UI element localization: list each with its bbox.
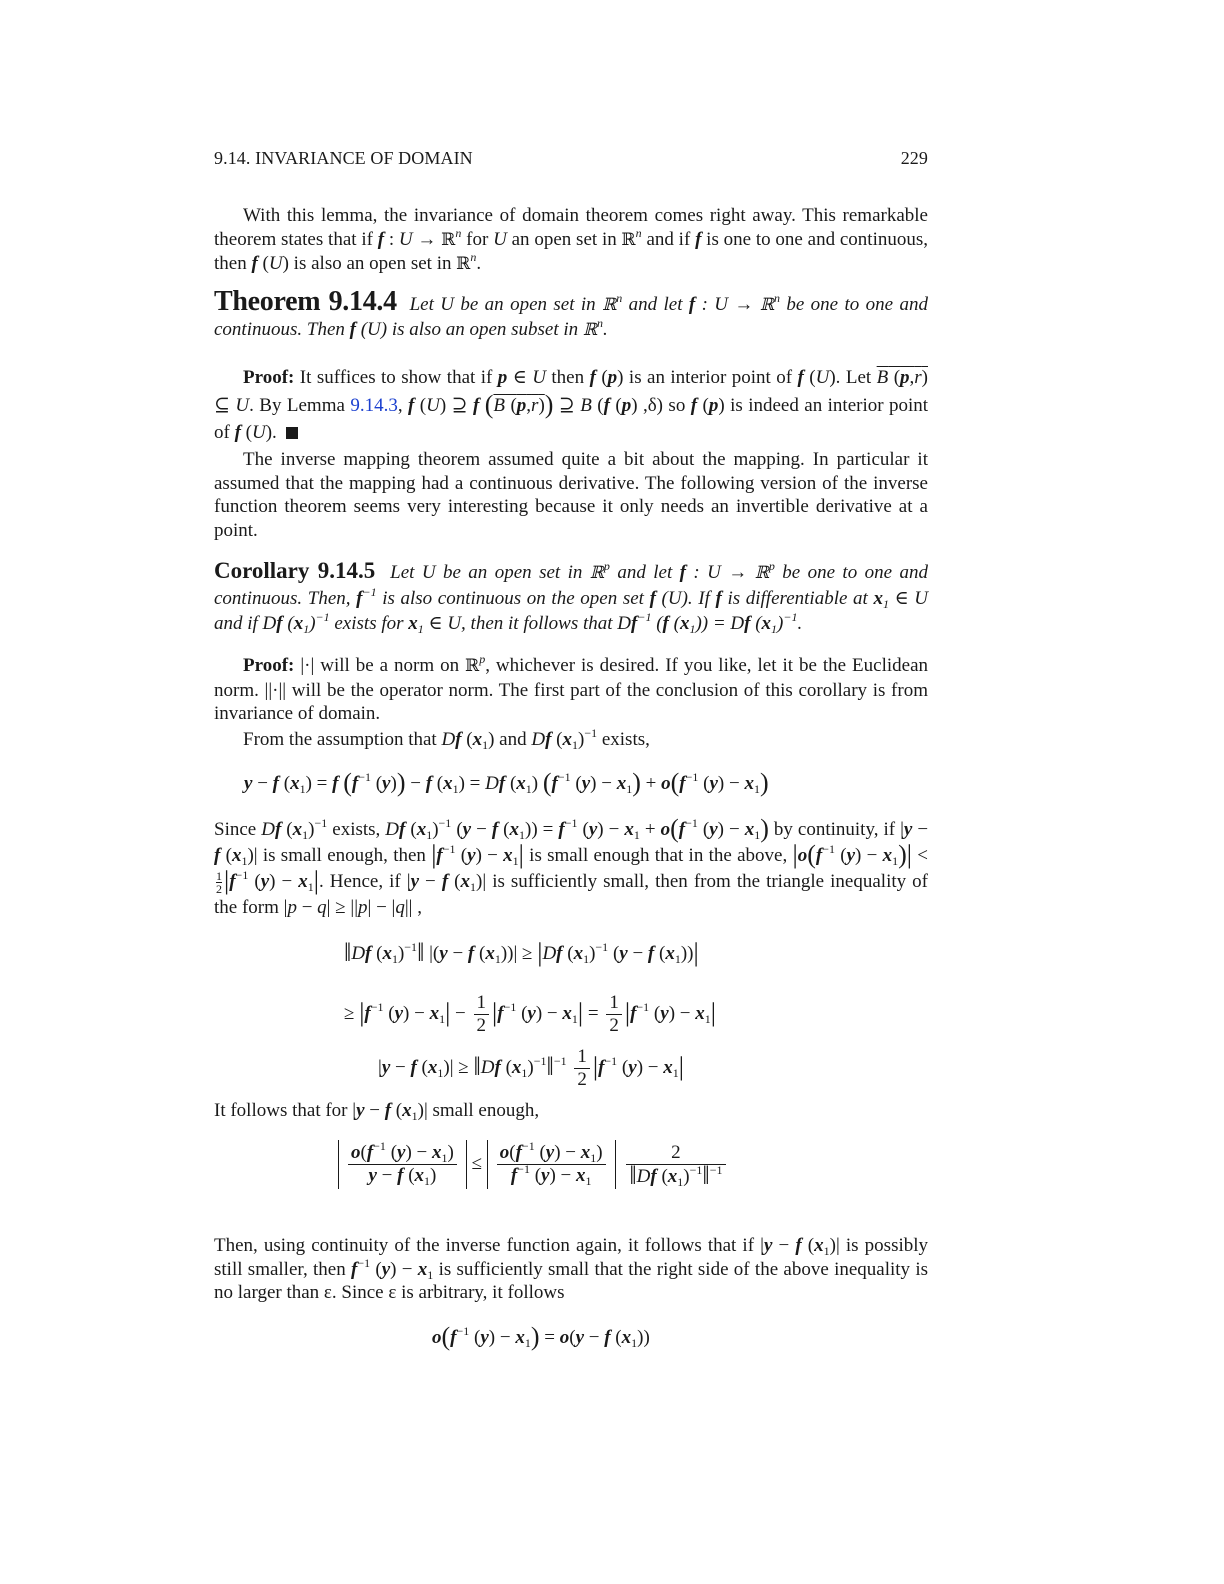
- running-header: [214, 148, 928, 169]
- follows-paragraph: It follows that for |y − f $(x_1)|$ small enough,: [214, 1100, 540, 1123]
- theorem-label: Theorem 9.14.4: [214, 286, 397, 317]
- lemma-link[interactable]: 9.14.3: [350, 395, 398, 416]
- section-title: 9.14. INVARIANCE OF DOMAIN: [214, 148, 473, 168]
- page-number: 229: [900, 148, 928, 168]
- inverse-mapping-paragraph: The inverse mapping theorem assumed quite a bit about the mapping. In particular it assumed that the mapping had a continuous derivative. The following version of the inverse function theorem seems very interesting because it only needs an invertible derivative at a point.: [214, 449, 928, 541]
- equation-2: ‖Df $(x_1)^{-1}‖$ |(y − f $(x_1))| \ge |Df$ $(x_1)^{-1}$ (y − f $(x_1))|$: [344, 938, 699, 967]
- equation-6: $o(f^{-1}$ $(y) - x_1) = o(y - f$ $(x_1)$): [432, 1322, 650, 1351]
- proof-label: Proof:: [243, 367, 295, 388]
- equation-1: y − f $(x_1) = f$ ($f^{-1}$ (y)) − f $(x_1) = Df$ $(x_1)$ ($f^{-1}$ $(y) - x_1) + o(f^{-1}$ $(y) - x_1$): [244, 768, 769, 797]
- corollary-label: Corollary 9.14.5: [214, 558, 376, 583]
- intro-paragraph: With this lemma, the invariance of domain theorem comes right away. This remarkable theorem states that if f : U → ℝ$^n$ for U an open set in ℝ$^n$ and if f is one to one and continuous, then f (U) is also an open set in ℝ$^n$.: [214, 205, 928, 274]
- since-paragraph: Since Df $(x_1)^{-1}$ exists, Df $(x_1)^{-1}$ (y − f $(x_1)) = f^{-1}$ $(y) - x_1 + o(f^{-1}$ $(y) - x_1$) by continuity, if |y − f $(x_1)|$ is small enough, then $|f^{-1}$ $(y) - x_1|$ is small enough that in the above, $|o(f^{-1}$ $(y) - x_1)|$ < $\frac{1}{2}$ $|f^{-1}$ $(y) - x_1|$. Hence, if |y − f $(x_1)|$ is sufficiently small, then from the triangle inequality of the form |p − q| ≥ ||p| − |q|| ,: [214, 814, 929, 919]
- proof-theorem: Proof: It suffices to show that if p ∈ U then f (p) is an interior point of f (U). Let B (p,r) ⊆ U. By Lemma 9.14.3, f (U) ⊇ f (B (p,r)) ⊇ B (f (p) ,δ) so f (p) is indeed an interior point of f (U).: [214, 367, 929, 443]
- theorem-9-14-4: Theorem 9.14.4 Let U be an open set in ℝ$^n$ and let f : U → ℝ$^n$ be one to one and continuous. Then f (U) is also an open subset in ℝ$^n$.: [214, 286, 928, 340]
- equation-4: |y − f $(x_1)|$ ≥ ‖Df $(x_1)^{-1}‖^{-1}$ $\frac{1}{2}$ $|f^{-1}$ $(y) - x_1|$: [378, 1046, 684, 1090]
- proof2-label: Proof:: [243, 655, 295, 676]
- then-paragraph: Then, using continuity of the inverse function again, it follows that if |y − f $(x_1)|$ is possibly still smaller, then $f^{-1}$ $(y) - x_1$ is sufficiently small that the right side of the above inequality is no larger than ε. Since ε is arbitrary, it follows: [214, 1235, 929, 1303]
- qed-square-icon: [286, 427, 298, 439]
- proof-corollary: Proof: |·| will be a norm on ℝ$^p$, whichever is desired. If you like, let it be the Euclidean norm. ||·|| will be the operator norm. The first part of the conclusion of this corollary is from invariance of domain. From the assumption that Df $(x_1)$ and Df $(x_1)^{-1}$ exists,: [214, 652, 928, 752]
- equation-3: ≥ $|f^{-1}$ $(y) - x_1|$ − $\frac{1}{2}$ $|f^{-1}$ $(y) - x_1|$ = $\frac{1}{2}$ $|f^{-1}$ $(y) - x_1|$: [344, 992, 716, 1036]
- equation-5: $\frac{o(f^{-1} (y) - x_1)}{y - f (x_1)}$ ≤ $\frac{o(f^{-1} (y) - x_1)}{f^{-1} (y) - x_1}$ $\frac{2}{‖Df (x_1)^{-1}‖^{-1}}$: [338, 1140, 1052, 1189]
- corollary-9-14-5: Corollary 9.14.5 Let U be an open set in ℝ$^p$ and let f : U → ℝ$^p$ be one to one and continuous. Then, $f^{-1}$ is also continuous on the open set f (U). If f is differentiable at $x_1$ ∈ U and if Df $(x_1)^{-1}$ exists for $x_1$ ∈ U, then it follows that $Df^{-1}$ (f $(x_1)) = Df$ $(x_1)^{-1}$.: [214, 558, 928, 636]
